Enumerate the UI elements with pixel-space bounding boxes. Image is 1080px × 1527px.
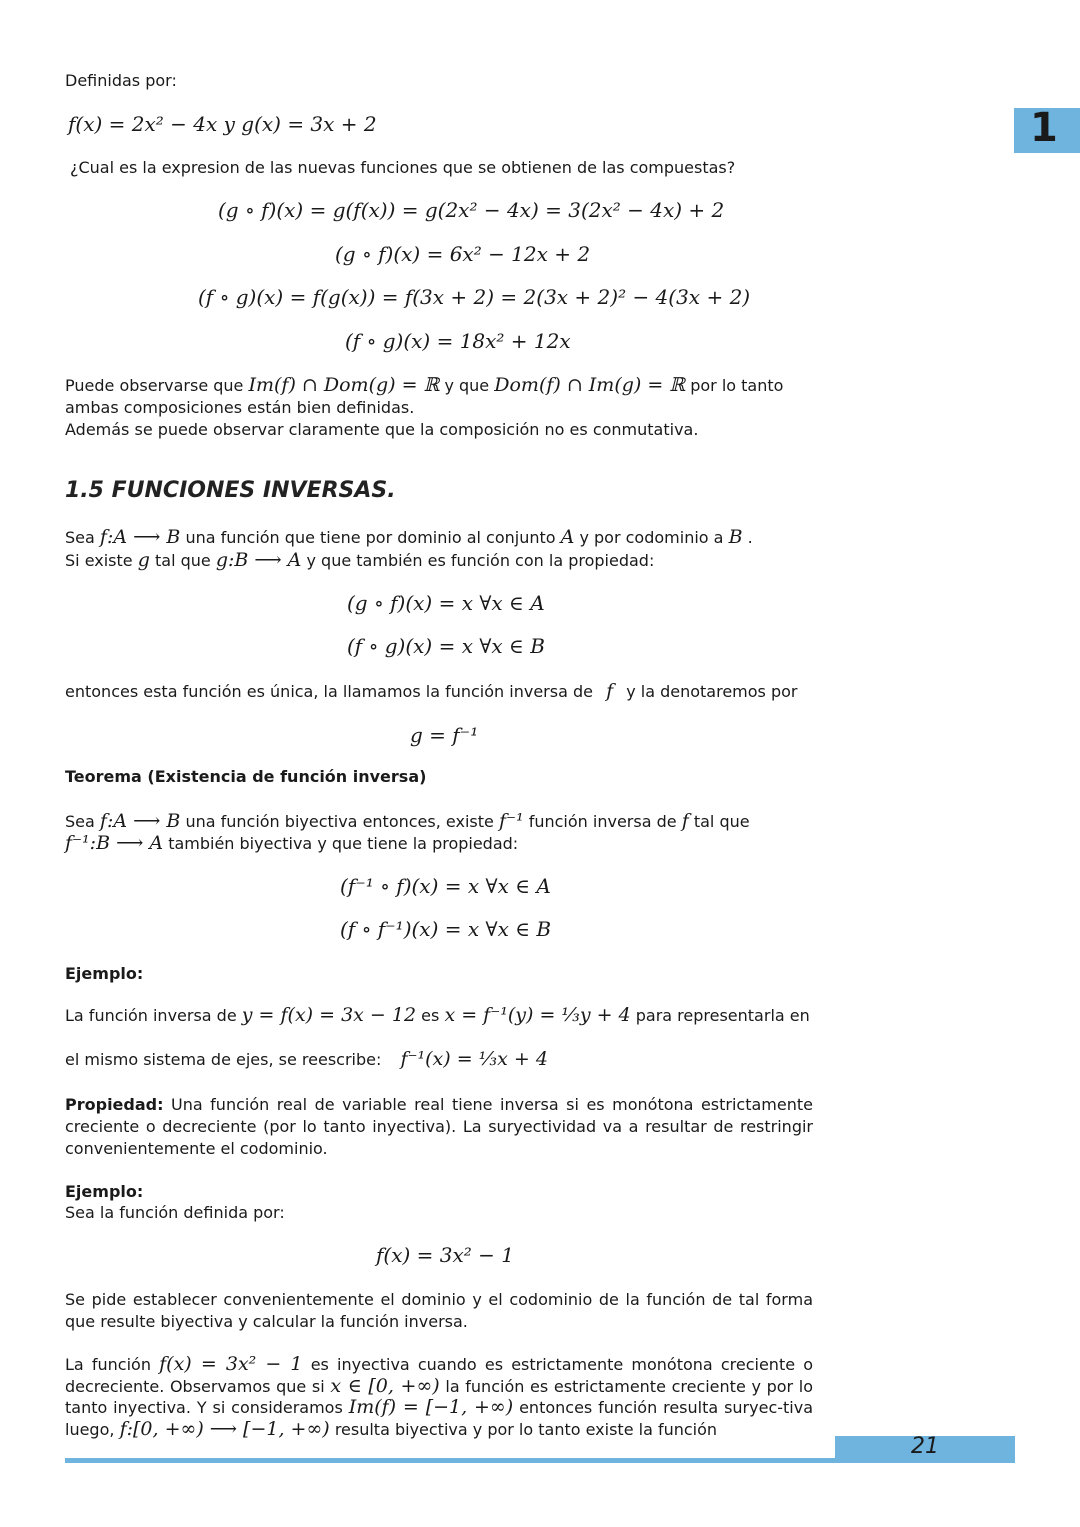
property-paragraph	[65, 1094, 813, 1160]
example-math: y = f(x) = 3x − 12	[241, 1004, 417, 1026]
observation-line-2: ambas composiciones están bien definidas.	[65, 398, 415, 417]
theorem-math: f	[681, 810, 689, 832]
composition-gf-expanded: (g ∘ f)(x) = g(f(x)) = g(2x² − 4x) = 3(2x² − 4x) + 2	[218, 198, 725, 222]
composition-gf-result: (g ∘ f)(x) = 6x² − 12x + 2	[335, 242, 591, 266]
theorem-text: una función biyectiva entonces, existe	[185, 812, 494, 831]
def-text: una función que tiene por dominio al conjunto	[185, 528, 556, 547]
composition-fg-expanded: (f ∘ g)(x) = f(g(x)) = f(3x + 2) = 2(3x + 2)² − 4(3x + 2)	[198, 285, 751, 309]
defined-by-text: Definidas por:	[65, 71, 177, 90]
example-text: para representarla en	[635, 1006, 810, 1025]
page-number: 21	[911, 1434, 939, 1459]
analysis-text: resulta biyectiva y por lo tanto existe la función	[334, 1419, 718, 1439]
def-text: y por codominio a	[579, 528, 724, 547]
example-1-line-1	[65, 1004, 813, 1027]
inverse-property-1: (g ∘ f)(x) = x ∀x ∈ A	[347, 591, 545, 615]
def-text: y que también es función con la propiedad:	[306, 551, 655, 570]
theorem-text: función inversa de	[528, 812, 677, 831]
theorem-property-2: (f ∘ f⁻¹)(x) = x ∀x ∈ B	[340, 917, 552, 941]
example-math: x = f⁻¹(y) = ⅓y + 4	[444, 1004, 631, 1026]
theorem-math: f⁻¹	[498, 810, 524, 832]
observe-math-1: Im(f) ∩ Dom(g) = ℝ	[248, 374, 440, 396]
property-label: Propiedad:	[65, 1095, 164, 1114]
def-text: Si existe	[65, 551, 133, 570]
theorem-title: Teorema (Existencia de función inversa)	[65, 767, 427, 786]
def-text: tal que	[154, 551, 211, 570]
inverse-def-line-1	[65, 526, 813, 549]
analysis-text: es inyectiva cuando es estrictamente monótona creciente o decreciente. Observamos que si	[65, 1355, 814, 1396]
inverse-def-line-2	[65, 549, 813, 572]
inverse-property-2: (f ∘ g)(x) = x ∀x ∈ B	[347, 634, 545, 658]
inverse-notation: g = f⁻¹	[410, 723, 479, 747]
analysis-math: x ∈ [0, +∞)	[330, 1374, 440, 1397]
theorem-math: f:A ⟶ B	[99, 810, 181, 832]
example-2-intro: Sea la función definida por:	[65, 1203, 285, 1222]
analysis-math: f(x) = 3x² − 1	[159, 1353, 303, 1375]
composition-fg-result: (f ∘ g)(x) = 18x² + 12x	[345, 329, 571, 353]
def-math: g:B ⟶ A	[215, 549, 302, 571]
def-math: g	[137, 549, 150, 571]
composition-question: ¿Cual es la expresion de las nuevas funciones que se obtienen de las compuestas?	[70, 158, 736, 177]
observe-math-2: Dom(f) ∩ Im(g) = ℝ	[494, 374, 686, 396]
uniqueness-line	[65, 680, 813, 703]
example-text: La función inversa de	[65, 1006, 237, 1025]
theorem-text: tal que	[693, 812, 750, 831]
example-2-analysis	[65, 1354, 813, 1440]
unique-text: y la denotaremos por	[626, 682, 798, 701]
theorem-property-1: (f⁻¹ ∘ f)(x) = x ∀x ∈ A	[340, 874, 551, 898]
theorem-math: f⁻¹:B ⟶ A	[65, 832, 164, 854]
functions-definition: f(x) = 2x² − 4x y g(x) = 3x + 2	[68, 112, 377, 136]
example-1-line-2	[65, 1048, 813, 1071]
example-2-function: f(x) = 3x² − 1	[376, 1243, 514, 1267]
unique-math: f	[606, 680, 614, 702]
observe-text-2: y que	[444, 376, 490, 395]
analysis-text: La función	[65, 1355, 151, 1374]
chapter-number: 1	[1030, 105, 1058, 151]
observe-text-3: por lo tanto	[690, 376, 784, 395]
theorem-text: Sea	[65, 812, 95, 831]
example-text: es	[421, 1006, 440, 1025]
def-math: f:A ⟶ B	[99, 526, 181, 548]
example-text: el mismo sistema de ejes, se reescribe:	[65, 1050, 382, 1069]
theorem-line-1	[65, 810, 813, 833]
theorem-line-2	[65, 832, 813, 855]
analysis-math: Im(f) = [−1, +∞)	[348, 1396, 514, 1418]
example-1-label: Ejemplo:	[65, 964, 144, 983]
observation-line-3: Además se puede observar claramente que la composición no es conmutativa.	[65, 420, 699, 439]
theorem-text: también biyectiva y que tiene la propiedad:	[168, 834, 519, 853]
analysis-text: entonces función resulta suryec-tiva luego,	[65, 1398, 814, 1439]
analysis-text: la función es estrictamente creciente y por lo tanto inyectiva. Y si consideramos	[65, 1376, 814, 1417]
example-math: f⁻¹(x) = ⅓x + 4	[400, 1048, 548, 1070]
observation-line-1	[65, 374, 813, 397]
def-text: .	[747, 528, 753, 547]
example-2-label: Ejemplo:	[65, 1182, 144, 1201]
observe-text-1: Puede observarse que	[65, 376, 244, 395]
property-text: Una función real de variable real tiene inversa si es monótona estrictamente creciente o decreciente (por lo tanto inyectiva). La suryectividad va a resultar de restringir convenientemente el codominio.	[65, 1095, 813, 1158]
section-title: 1.5 FUNCIONES INVERSAS.	[65, 478, 396, 503]
def-math: B	[728, 526, 743, 548]
def-text: Sea	[65, 528, 95, 547]
def-math: A	[560, 526, 575, 548]
example-2-task: Se pide establecer convenientemente el dominio y el codominio de la función de tal forma que resulte biyectiva y calcular la función inversa.	[65, 1290, 813, 1331]
analysis-math: f:[0, +∞) ⟶ [−1, +∞)	[119, 1417, 330, 1440]
unique-text: entonces esta función es única, la llamamos la función inversa de	[65, 682, 593, 701]
